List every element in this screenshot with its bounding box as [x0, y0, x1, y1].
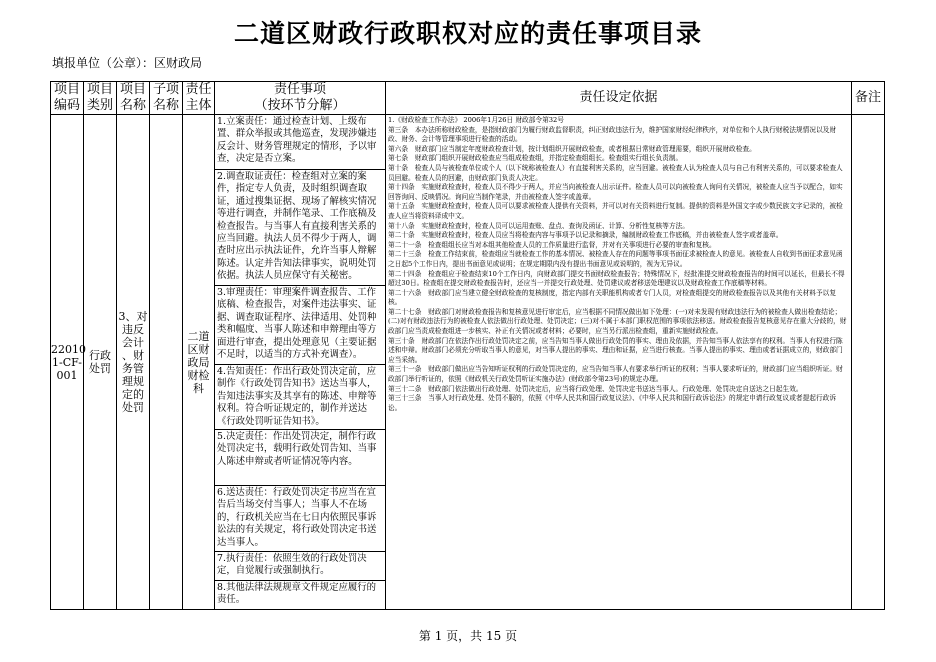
header-remarks: 备注 [852, 82, 885, 115]
basis-clause: 第七条 财政部门组织开展财政检查应当组成检查组，并指定检查组组长。检查组实行组长负责制。 [388, 154, 683, 163]
cell-duties [215, 115, 386, 610]
header-name: 项目 名称 [117, 82, 150, 115]
header-duties: 责任事项 （按环节分解） [215, 82, 386, 115]
basis-clause: 第二十一条 检查组组长应当对本组其他检查人员的工作质量进行监督，并对有关事项进行必要的审查和复核。 [388, 240, 716, 249]
basis-clause: 第二十四条 检查组应于检查结束10个工作日内，向财政部门提交书面财政检查报告；特殊情况下，经批准提交财政检查报告的时间可以延长，但最长不得超过30日。检查组在提交财政检查报告时，还应当一并提交行政处理、处罚建议或者移送处理建议以及财政检查工作底稿等材料。 [388, 269, 845, 288]
cell-category: 行政 处罚 [84, 115, 117, 610]
basis-clause: 第二十三条 检查工作结束前，检查组应当就检查工作的基本情况、被检查人存在的问题等事项书面征求被检查人的意见。被检查人自收到书面征求意见函之日起5个工作日内，提出书面意见或说明；在规定期限内没有提出书面意见或说明的，视为无异议。 [388, 250, 843, 268]
basis-clause: 第三十一条 财政部门做出应当告知听证权利的行政处罚决定的，应当告知当事人有要求举行听证的权利；当事人要求听证的，财政部门应当组织听证。财政部门举行听证的，依照《财政机关行政处罚听证实施办法》(财政部令第23号)的规定办理。 [388, 365, 843, 384]
duty-item: 8.其他法律法规规章文件规定应履行的责任。 [217, 582, 376, 606]
basis-clause: 第三条 本办法所称财政检查，是指财政部门为履行财政监督职责，纠正财政违法行为，维护国家财经纪律秩序，对单位和个人执行财税法规情况以及财政、财务、会计等管理事项进行检查的活动。 [388, 125, 837, 144]
duty-item: 4.告知责任：作出行政处罚决定前，应制作《行政处罚告知书》送达当事人，告知违法事实及其享有的陈述、申辩等权利。符合听证规定的，制作并送达《行政处罚听证告知书》。 [215, 365, 385, 430]
header-sub-name: 子项 名称 [150, 82, 183, 115]
cell-sub-name [150, 115, 183, 610]
basis-clause: 第二十七条 财政部门对财政检查报告和复核意见进行审定后，应当根据不同情况做出如下处理：(一)对未发现有财政违法行为的被检查人做出检查结论；(二)对有财政违法行为的被检查人依法做出行政处理、处罚决定；(三)对不属于本部门职权范围的事项依法移送。财政检查报告复核意见存在重大分歧的，财政部门应当责成检查组进一步核实、补正有关情况或者材料；必要时，应当另行派出检查组，重新实施财政检查。 [388, 307, 847, 336]
header-basis: 责任设定依据 [386, 82, 852, 115]
cell-remarks [852, 115, 885, 610]
duty-item: 7.执行责任：依照生效的行政处罚决定，自觉履行或强制执行。 [215, 552, 385, 581]
reporting-unit: 填报单位（公章）：区财政局 [52, 56, 203, 70]
page-footer: 第 1 页，共 15 页 [418, 629, 518, 643]
basis-clause: 第十五条 实施财政检查时，检查人员可以要求被检查人提供有关资料，并可以对有关资料进行复制。提供的资料是外国文字或少数民族文字记录的，被检查人应当将资料译成中文。 [388, 202, 843, 220]
table-row [51, 115, 885, 610]
document-title: 二道区财政行政职权对应的责任事项目录 [233, 19, 702, 48]
cell-code: 22010 1-CF- 001 [51, 115, 84, 610]
duty-item: 2.调查取证责任：检查组对立案的案件，指定专人负责，及时组织调查取证，通过搜集证据、现场了解核实情况等进行调查，并制作笔录、工作底稿及检查报告。与当事人有直接利害关系的应当回避。执法人员不得少于两人，调查时应出示执法证件，允许当事人辩解陈述。认定并告知法律事实，说明处罚依据。执法人员应保守有关秘密。 [215, 170, 385, 286]
duty-item: 3.审理责任：审理案件调查报告、工作底稿、检查报告，对案件违法事实、证据、调查取证程序、法律适用、处罚种类和幅度、当事人陈述和申辩理由等方面进行审查，提出处理意见（主要证据不足时，以适当的方式补充调查）。 [215, 286, 385, 365]
cell-basis [386, 115, 852, 610]
basis-clause: 第十八条 实施财政检查时，检查人员可以运用查账、盘点、查询及函证、计算、分析性复核等方法。 [388, 221, 689, 230]
basis-clause: 第二十六条 财政部门应当建立健全财政检查的复核制度，指定内部有关职能机构或者专门人员，对检查组提交的财政检查报告以及其他有关材料予以复核。 [388, 288, 837, 307]
basis-clause: 第三十条 财政部门在依法作出行政处罚决定之前，应当告知当事人做出行政处罚的事实、理由及依据，并告知当事人依法享有的权利。当事人有权进行陈述和申辩。财政部门必须充分听取当事人的意见，对当事人提出的事实、理由和证据，应当进行核查。当事人提出的事实、理由或者证据成立的，财政部门应当采纳。 [388, 336, 843, 364]
responsibility-table [50, 81, 885, 610]
duty-item: 5.决定责任：作出处罚决定，制作行政处罚决定书，载明行政处罚告知、当事人陈述申辩或者听证情况等内容。 [215, 430, 385, 486]
duty-item: 1.立案责任：通过检查计划、上级布置、群众举报或其他巡查，发现涉嫌违反会计、财务管理规定的情形，予以审查，决定是否立案。 [215, 115, 385, 170]
header-subject: 责任 主体 [183, 82, 215, 115]
basis-clause: 第三十三条 当事人对行政处理、处罚不服的，依照《中华人民共和国行政复议法》、《中华人民共和国行政诉讼法》的规定申请行政复议或者提起行政诉讼。 [388, 394, 837, 412]
basis-clause: 第二十条 实施财政检查时，检查人员应当将检查内容与事项予以记录和摘录，编制财政检查工作底稿，并由被检查人签字或者盖章。 [388, 231, 783, 240]
cell-name: 3、对 违反 会计 、财 务管 理规 定的 处罚 [117, 115, 150, 610]
duty-item: 6.送达责任：行政处罚决定书应当在宣告后当场交付当事人；当事人不在场的，行政机关应当在七日内依照民事诉讼法的有关规定，将行政处罚决定书送达当事人。 [215, 486, 385, 552]
basis-clause: 第十条 检查人员与被检查单位或个人（以下统称被检查人）有直接利害关系的，应当回避。被检查人认为检查人员与自己有利害关系的，可以要求检查人员回避。检查人员的回避，由财政部门负责人决定。 [388, 163, 843, 182]
header-code: 项目 编码 [51, 82, 84, 115]
header-category: 项目 类别 [84, 82, 117, 115]
basis-clause: 1.《财政检查工作办法》 2006年1月26日 财政部令第32号 [388, 116, 564, 124]
cell-subject: 二道 区财 政局 财检 科 [183, 115, 215, 610]
table-header-row [51, 82, 885, 115]
basis-clause: 第六条 财政部门应当制定年度财政检查计划，按计划组织开展财政检查，或者根据日常财政管理需要，组织开展财政检查。 [388, 144, 756, 153]
basis-clause: 第三十二条 财政部门依法做出行政处理、处罚决定后，应当将行政处理、处罚决定书送达当事人。行政处理、处罚决定自送达之日起生效。 [388, 384, 803, 393]
basis-clause: 第十四条 实施财政检查时，检查人员不得少于两人，并应当向被检查人出示证件。检查人员可以向被检查人询问有关情况，被检查人应当予以配合，如实回答询问、反映情况。询问应当制作笔录，并由被检查人签字或盖章。 [388, 183, 843, 201]
